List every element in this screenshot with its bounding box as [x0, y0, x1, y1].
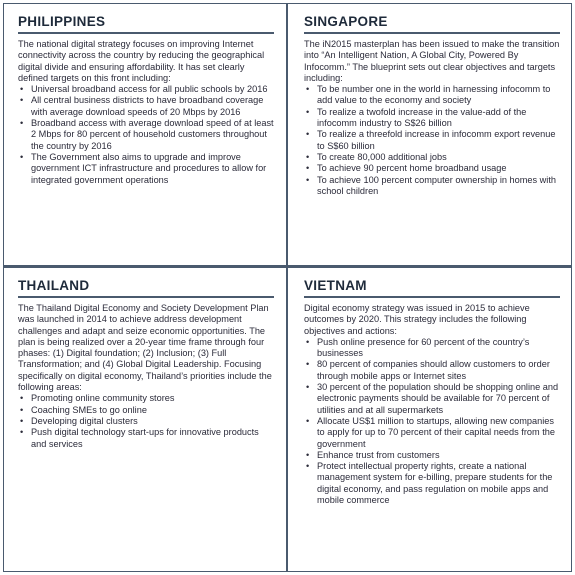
horizontal-divider: [4, 265, 571, 268]
list-item: • 80 percent of companies should allow customers to order through mobile apps or Internet sites: [317, 359, 560, 382]
section-intro: Digital economy strategy was issued in 2015 to achieve outcomes by 2020. This strategy includes the following objectives and actions:: [304, 303, 530, 336]
section-title: VIETNAM: [304, 278, 367, 293]
list-item: • Universal broadband access for all public schools by 2016: [31, 84, 274, 95]
list-item: • Protect intellectual property rights, create a national management system for e-billing, prepare students for the digital economy, and pass regulation on mobile apps and mobile commerce: [317, 461, 560, 506]
section-title: SINGAPORE: [304, 14, 388, 29]
section-title: THAILAND: [18, 278, 90, 293]
section-thailand: [10, 274, 280, 450]
list-item: • To be number one in the world in harnessing infocomm to add value to the economy and society: [317, 84, 560, 107]
list-item: • Coaching SMEs to go online: [31, 405, 274, 416]
list-item: • Promoting online community stores: [31, 393, 274, 404]
bullet-list: [18, 84, 274, 186]
list-item: • All central business districts to have broadband coverage with average download speeds of 20 Mbps by 2016: [31, 95, 274, 118]
list-item: • Push digital technology start-ups for innovative products and services: [31, 427, 274, 450]
section-title: PHILIPPINES: [18, 14, 106, 29]
list-item: • The Government also aims to upgrade and improve government ICT infrastructure and procedures to allow for integrated government operations: [31, 152, 274, 186]
list-item: • Allocate US$1 million to startups, allowing new companies to apply for up to 70 percent of their capital needs from the government: [317, 416, 560, 450]
bullet-list: [18, 393, 274, 449]
title-rule: [304, 296, 560, 298]
list-item: • Developing digital clusters: [31, 416, 274, 427]
section-intro: The iN2015 masterplan has been issued to make the transition into “An Intelligent Nation, A Global City, Powered By Infocomm.” The blueprint sets out clear objectives and targets including:: [304, 39, 560, 83]
bullet-list: [304, 337, 560, 506]
country-grid: [3, 3, 572, 572]
title-rule: [18, 32, 274, 34]
section-philippines: [10, 10, 280, 186]
list-item: • To create 80,000 additional jobs: [317, 152, 560, 163]
section-singapore: [296, 10, 566, 197]
list-item: • To realize a twofold increase in the value-add of the infocomm industry to S$26 billion: [317, 107, 560, 130]
list-item: • Push online presence for 60 percent of the country’s businesses: [317, 337, 560, 360]
bullet-list: [304, 84, 560, 197]
section-intro: The national digital strategy focuses on improving Internet connectivity across the country by reducing the geographical digital divide and ensuring affordability. It has set clearly defined targets on this front including:: [18, 39, 265, 83]
list-item: • Enhance trust from customers: [317, 450, 560, 461]
list-item: • To realize a threefold increase in infocomm export revenue to S$60 billion: [317, 129, 560, 152]
title-rule: [18, 296, 274, 298]
list-item: • Broadband access with average download speed of at least 2 Mbps for 80 percent of household customers throughout the country by 2016: [31, 118, 274, 152]
title-rule: [304, 32, 560, 34]
section-vietnam: [296, 274, 566, 506]
section-intro: The Thailand Digital Economy and Society Development Plan was launched in 2014 to achieve address development challenges and adapt and seize economic opportunities. The plan is being realized over a 20-year time frame through four phases: (1) Digital foundation; (2) Inclusion; (3) Full Transformation; and (4) Global Digital Leadership. Focusing specifically on digital economy, Thailand’s priorities include the following areas:: [18, 303, 272, 393]
list-item: • To achieve 100 percent computer ownership in homes with school children: [317, 175, 560, 198]
list-item: • To achieve 90 percent home broadband usage: [317, 163, 560, 174]
list-item: • 30 percent of the population should be shopping online and electronic payments should be available for 70 percent of utilities and at all supermarkets: [317, 382, 560, 416]
vertical-divider: [286, 4, 288, 571]
